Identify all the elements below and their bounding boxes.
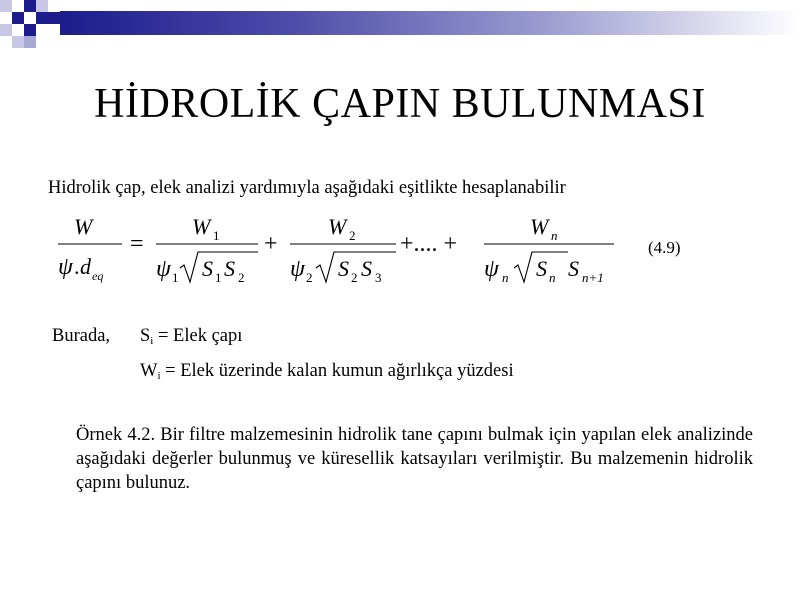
termn-numerator-sub: n	[551, 228, 558, 243]
term1-s-a-sub: 1	[215, 270, 222, 285]
lhs-d: d	[80, 254, 91, 279]
decor-square	[12, 12, 24, 24]
termn-s-b-sub: n+1	[582, 270, 604, 285]
lhs-d-sub: eq	[92, 269, 104, 283]
term1-s-b-sub: 2	[238, 270, 245, 285]
term1-s-b: S	[224, 256, 235, 281]
w-definition-text: = Elek üzerinde kalan kumun ağırlıkça yüzdesi	[160, 361, 514, 381]
decor-square	[36, 0, 48, 12]
equals-sign: =	[130, 231, 144, 257]
decor-square	[24, 24, 36, 36]
decor-square	[24, 36, 36, 48]
termn-numerator: W	[530, 214, 549, 239]
example-paragraph: Örnek 4.2. Bir filtre malzemesinin hidrolik tane çapını bulmak için yapılan elek analizinde aşağıdaki değerler bulunmuş ve küresellik katsayıları verilmiştir. Bu malzemenin hidrolik çapını bulunuz.	[76, 425, 753, 493]
termn-s-b: S	[568, 256, 579, 281]
decor-square	[0, 0, 12, 12]
term1-psi-sub: 1	[172, 270, 179, 285]
page-title: HİDROLİK ÇAPIN BULUNMASI	[94, 81, 706, 127]
decor-square	[24, 0, 36, 12]
decor-square	[0, 24, 12, 36]
term1-numerator-sub: 1	[213, 228, 220, 243]
term2-s-a: S	[338, 256, 349, 281]
w-subscript: i	[157, 370, 161, 382]
termn-s-a-sub: n	[549, 270, 556, 285]
hydraulic-diameter-formula	[52, 208, 752, 298]
term2-psi: ψ	[290, 256, 305, 282]
lhs-psi: ψ	[58, 254, 73, 280]
s-subscript: i	[150, 335, 154, 347]
term1-numerator: W	[192, 214, 211, 239]
lhs-dot: .	[74, 254, 80, 279]
decor-square	[48, 12, 60, 24]
plus-sign: +	[264, 231, 278, 257]
w-symbol: W	[140, 361, 158, 381]
definition-w	[140, 361, 514, 382]
definitions-label: Burada,	[52, 326, 111, 346]
equation-number: (4.9)	[648, 238, 681, 257]
header-decoration	[0, 0, 800, 48]
term1-psi: ψ	[156, 256, 171, 282]
s-definition-text: = Elek çapı	[153, 326, 243, 346]
s-symbol: S	[140, 326, 151, 346]
termn-psi-sub: n	[502, 270, 509, 285]
termn-psi: ψ	[484, 256, 499, 282]
term2-numerator: W	[328, 214, 347, 239]
term2-s-a-sub: 2	[351, 270, 358, 285]
lhs-numerator: W	[74, 214, 93, 239]
decor-square	[12, 36, 24, 48]
term2-s-b: S	[361, 256, 372, 281]
term1-s-a: S	[202, 256, 213, 281]
decor-square	[36, 12, 48, 24]
term2-s-b-sub: 3	[375, 270, 382, 285]
definition-s	[52, 326, 242, 347]
header-gradient-bar	[60, 11, 800, 35]
termn-s-a: S	[536, 256, 547, 281]
intro-text: Hidrolik çap, elek analizi yardımıyla aşağıdaki eşitlikte hesaplanabilir	[48, 178, 566, 198]
term2-numerator-sub: 2	[349, 228, 356, 243]
ellipsis-plus: +.... +	[400, 231, 458, 257]
term2-psi-sub: 2	[306, 270, 313, 285]
